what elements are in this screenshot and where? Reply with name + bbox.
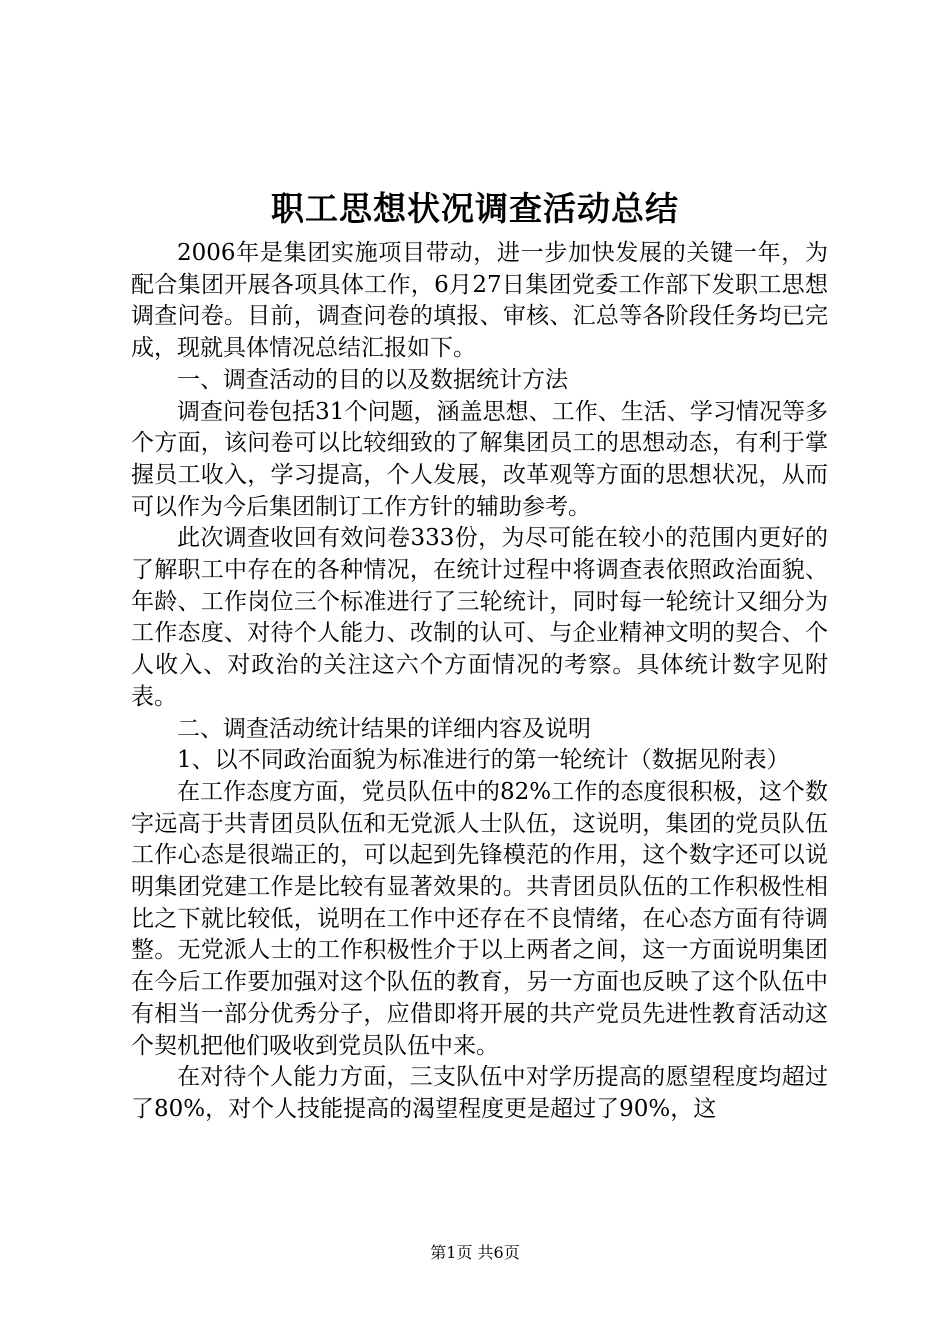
paragraph-personal-ability: 在对待个人能力方面，三支队伍中对学历提高的愿望程度均超过了80%，对个人技能提高的渴望程度更是超过了90%，这 [131,1064,828,1122]
paragraph-intro: 2006年是集团实施项目带动，进一步加快发展的关键一年，为配合集团开展各项具体工作，6月27日集团党委工作部下发职工思想调查问卷。目前，调查问卷的填报、审核、汇总等各阶段任务均已完成，现就具体情况总结汇报如下。 [131,240,828,362]
page-footer: 第1页 共6页 [430,1243,520,1262]
document-body [131,238,828,1126]
subsection-heading-1: 1、以不同政治面貌为标准进行的第一轮统计（数据见附表） [177,747,790,774]
paragraph-statistics-method: 此次调查收回有效问卷333份，为尽可能在较小的范围内更好的了解职工中存在的各种情况，在统计过程中将调查表依照政治面貌、年龄、工作岗位三个标准进行了三轮统计，同时每一轮统计又细分为工作态度、对待个人能力、改制的认可、与企业精神文明的契合、个人收入、对政治的关注这六个方面情况的考察。具体统计数字见附表。 [131,525,828,710]
document-title: 职工思想状况调查活动总结 [271,189,679,228]
paragraph-questionnaire: 调查问卷包括31个问题，涵盖思想、工作、生活、学习情况等多个方面，该问卷可以比较细致的了解集团员工的思想动态，有利于掌握员工收入，学习提高，个人发展，改革观等方面的思想状况，从而可以作为今后集团制订工作方针的辅助参考。 [131,398,828,520]
paragraph-work-attitude: 在工作态度方面，党员队伍中的82%工作的态度很积极，这个数字远高于共青团员队伍和无党派人士队伍，这说明，集团的党员队伍工作心态是很端正的，可以起到先锋模范的作用，这个数字还可以说明集团党建工作是比较有显著效果的。共青团员队伍的工作积极性相比之下就比较低，说明在工作中还存在不良情绪，在心态方面有待调整。无党派人士的工作积极性介于以上两者之间，这一方面说明集团在今后工作要加强对这个队伍的教育，另一方面也反映了这个队伍中有相当一部分优秀分子，应借即将开展的共产党员先进性教育活动这个契机把他们吸收到党员队伍中来。 [131,778,828,1059]
section-heading-1: 一、调查活动的目的以及数据统计方法 [177,366,568,393]
section-heading-2: 二、调查活动统计结果的详细内容及说明 [177,715,591,742]
